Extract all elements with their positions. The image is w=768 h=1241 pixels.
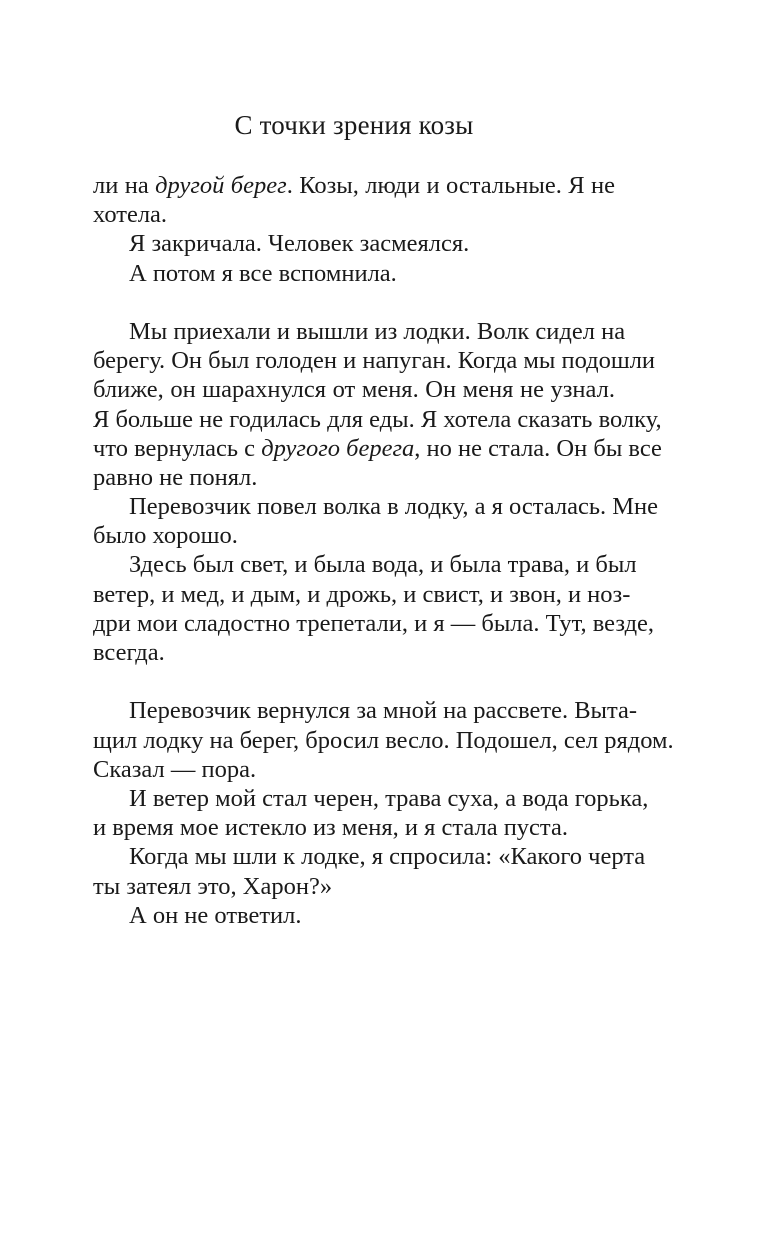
text-line [93, 813, 615, 842]
text-line [93, 638, 615, 667]
italic-phrase: другого берега [261, 434, 415, 462]
paragraph-break [93, 667, 615, 696]
text-segment: равно не понял. [93, 463, 258, 491]
text-segment: было хорошо. [93, 522, 238, 550]
text-segment: дри мои сладостно трепетали, и я — была. Тут, везде, [93, 609, 655, 637]
text-line [93, 550, 637, 579]
running-head: С точки зрения козы [234, 110, 474, 140]
text-line [93, 696, 638, 725]
text-segment: Сказал — пора. [93, 755, 257, 783]
text-line [93, 375, 615, 404]
text-line [93, 842, 646, 871]
text-segment: берегу. Он был голоден и напуган. Когда мы подошли [93, 347, 656, 375]
text-segment: Мы приехали и вышли из лодки. Волк сидел на [129, 317, 626, 345]
text-segment: Перевозчик повел волка в лодку, а я осталась. Мне [129, 493, 659, 521]
text-segment: Когда мы шли к лодке, я спросила: «Какого черта [129, 843, 646, 871]
text-segment: и время мое истекло из меня, и я стала пуста. [93, 814, 568, 842]
text-line [93, 463, 615, 492]
text-segment: ближе, он шарахнулся от меня. Он меня не узнал. [93, 376, 615, 404]
text-segment: Я закричала. Человек засмеялся. [129, 230, 470, 258]
text-segment: И ветер мой стал черен, трава суха, а вода горька, [129, 784, 649, 812]
text-segment: , но не стала. Он бы все [414, 434, 662, 462]
text-line [93, 200, 615, 229]
text-segment: А он не ответил. [129, 901, 302, 929]
text-segment: всегда. [93, 639, 165, 666]
text-line [93, 317, 626, 346]
text-line [93, 346, 656, 375]
text-segment: Перевозчик вернулся за мной на рассвете. Выта- [129, 697, 638, 725]
text-line [93, 521, 615, 550]
text-segment: А потом я все вспомнила. [129, 259, 397, 287]
text-line [93, 405, 662, 434]
text-line [93, 609, 655, 638]
text-segment: Здесь был свет, и была вода, и была трава, и был [129, 551, 637, 579]
paragraph-break [93, 288, 615, 317]
body-text [93, 171, 674, 930]
text-line [93, 492, 659, 521]
text-line [93, 259, 615, 288]
text-line [93, 580, 631, 609]
text-segment: . Козы, люди и остальные. Я не [286, 172, 615, 199]
italic-phrase: другой берег [155, 172, 287, 199]
text-line [93, 755, 615, 784]
text-line [93, 726, 674, 755]
text-line [93, 784, 649, 813]
book-page [93, 108, 674, 930]
text-segment: что вернулась с [93, 434, 262, 462]
text-segment: ли на [93, 172, 156, 199]
text-segment: ты затеял это, Харон?» [93, 872, 333, 900]
text-segment: щил лодку на берег, бросил весло. Подошел, сел рядом. [93, 726, 674, 754]
text-segment: Я больше не годилась для еды. Я хотела сказать волку, [93, 405, 662, 433]
text-segment: хотела. [93, 201, 168, 229]
text-line [93, 434, 662, 463]
text-line [93, 171, 615, 200]
text-segment: ветер, и мед, и дым, и дрожь, и свист, и звон, и ноз- [93, 580, 631, 608]
text-line [93, 901, 615, 930]
text-line [93, 229, 615, 258]
text-line [93, 872, 615, 901]
